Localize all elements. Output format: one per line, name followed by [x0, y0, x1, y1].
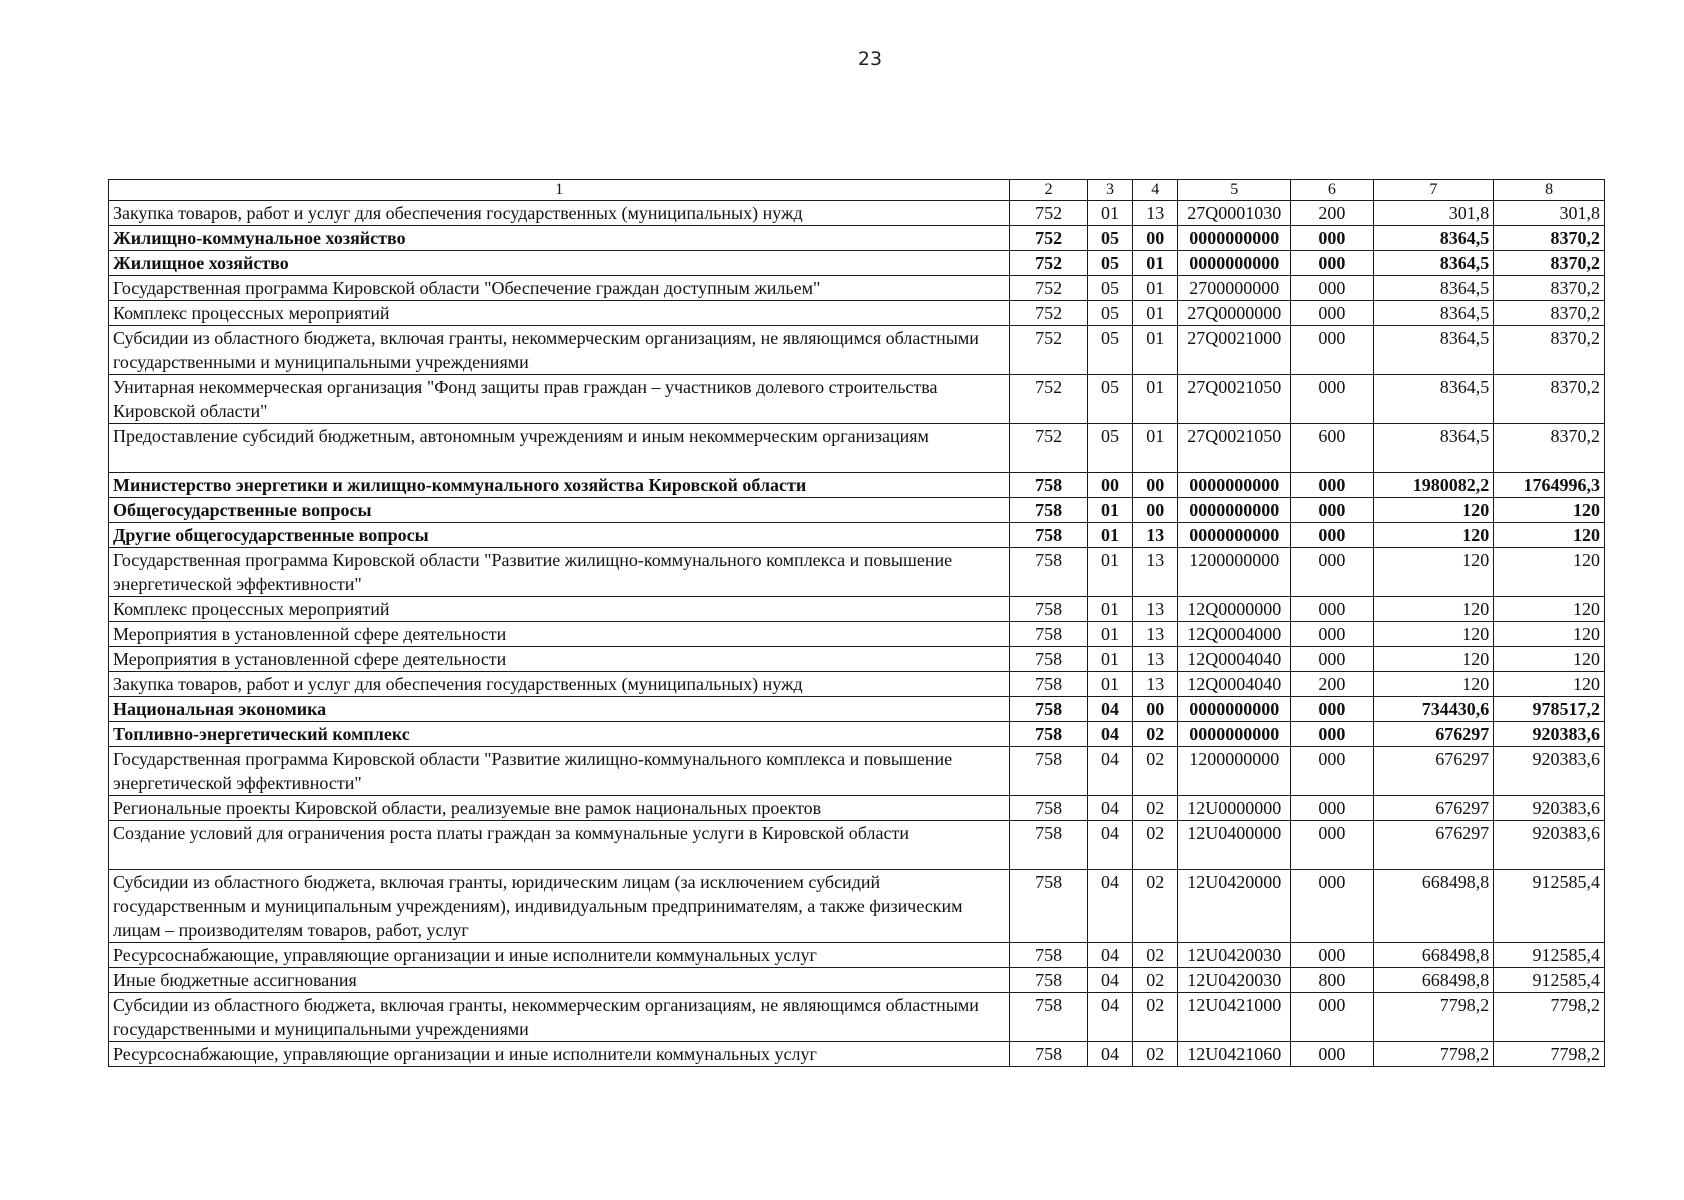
row-amount-7-cell: 120: [1373, 647, 1494, 672]
row-section-cell: 04: [1087, 1042, 1132, 1067]
row-expense-type-cell: 000: [1291, 870, 1373, 943]
row-amount-7-cell: 676297: [1373, 821, 1494, 870]
row-subsection-cell: 13: [1133, 647, 1178, 672]
row-name-cell: Государственная программа Кировской области "Развитие жилищно-коммунального комплекса и повышение энергетической эффективности": [109, 548, 1010, 597]
row-name-cell: Ресурсоснабжающие, управляющие организации и иные исполнители коммунальных услуг: [109, 1042, 1010, 1067]
row-name-cell: Предоставление субсидий бюджетным, автономным учреждениям и иным некоммерческим организациям: [109, 424, 1010, 473]
table-row: [109, 276, 1605, 301]
row-section-cell: 04: [1087, 993, 1132, 1042]
table-row: [109, 747, 1605, 796]
row-name-cell: Субсидии из областного бюджета, включая гранты, юридическим лицам (за исключением субсидий государственным и муниципальным учреждениям), индивидуальным предпринимателям, а также физическим лицам – производителям товаров, работ, услуг: [109, 870, 1010, 943]
row-code-admin-cell: 752: [1010, 301, 1087, 326]
table-row: [109, 993, 1605, 1042]
row-expense-type-cell: 000: [1291, 597, 1373, 622]
table-row: [109, 968, 1605, 993]
row-amount-7-cell: 7798,2: [1373, 993, 1494, 1042]
row-amount-8-cell: 912585,4: [1494, 870, 1605, 943]
table-row: [109, 548, 1605, 597]
table-row: [109, 375, 1605, 424]
table-row: [109, 722, 1605, 747]
row-amount-7-cell: 734430,6: [1373, 697, 1494, 722]
row-amount-8-cell: 301,8: [1494, 201, 1605, 226]
row-amount-7-cell: 8364,5: [1373, 226, 1494, 251]
row-name-cell: Государственная программа Кировской области "Обеспечение граждан доступным жильем": [109, 276, 1010, 301]
row-expense-type-cell: 000: [1291, 943, 1373, 968]
row-amount-8-cell: 8370,2: [1494, 424, 1605, 473]
row-name-cell: Закупка товаров, работ и услуг для обеспечения государственных (муниципальных) нужд: [109, 201, 1010, 226]
row-target-article-cell: 12U0420000: [1178, 870, 1291, 943]
row-code-admin-cell: 758: [1010, 597, 1087, 622]
row-section-cell: 04: [1087, 697, 1132, 722]
row-code-admin-cell: 752: [1010, 201, 1087, 226]
row-amount-8-cell: 1764996,3: [1494, 473, 1605, 498]
row-expense-type-cell: 000: [1291, 697, 1373, 722]
row-name-cell: Иные бюджетные ассигнования: [109, 968, 1010, 993]
row-code-admin-cell: 758: [1010, 697, 1087, 722]
row-section-cell: 01: [1087, 548, 1132, 597]
row-section-cell: 05: [1087, 251, 1132, 276]
row-subsection-cell: 00: [1133, 697, 1178, 722]
row-code-admin-cell: 752: [1010, 375, 1087, 424]
row-target-article-cell: 12Q0004040: [1178, 647, 1291, 672]
row-name-cell: Мероприятия в установленной сфере деятельности: [109, 647, 1010, 672]
row-code-admin-cell: 758: [1010, 993, 1087, 1042]
row-subsection-cell: 02: [1133, 796, 1178, 821]
row-amount-8-cell: 8370,2: [1494, 226, 1605, 251]
row-name-cell: Жилищное хозяйство: [109, 251, 1010, 276]
page-number: 23: [857, 48, 883, 70]
row-expense-type-cell: 000: [1291, 747, 1373, 796]
row-subsection-cell: 13: [1133, 672, 1178, 697]
table-row: [109, 622, 1605, 647]
row-code-admin-cell: 758: [1010, 943, 1087, 968]
row-amount-7-cell: 668498,8: [1373, 943, 1494, 968]
row-subsection-cell: 02: [1133, 1042, 1178, 1067]
row-code-admin-cell: 758: [1010, 548, 1087, 597]
row-subsection-cell: 01: [1133, 251, 1178, 276]
row-target-article-cell: 0000000000: [1178, 251, 1291, 276]
row-code-admin-cell: 758: [1010, 498, 1087, 523]
row-amount-8-cell: 120: [1494, 548, 1605, 597]
row-section-cell: 05: [1087, 424, 1132, 473]
row-target-article-cell: 12U0000000: [1178, 796, 1291, 821]
row-code-admin-cell: 758: [1010, 968, 1087, 993]
row-target-article-cell: 27Q0000000: [1178, 301, 1291, 326]
row-subsection-cell: 01: [1133, 375, 1178, 424]
table-row: [109, 251, 1605, 276]
row-section-cell: 01: [1087, 597, 1132, 622]
row-code-admin-cell: 758: [1010, 523, 1087, 548]
table-row: [109, 870, 1605, 943]
row-expense-type-cell: 000: [1291, 796, 1373, 821]
row-expense-type-cell: 600: [1291, 424, 1373, 473]
row-expense-type-cell: 000: [1291, 251, 1373, 276]
row-code-admin-cell: 758: [1010, 870, 1087, 943]
row-expense-type-cell: 200: [1291, 672, 1373, 697]
row-target-article-cell: 12U0420030: [1178, 943, 1291, 968]
row-target-article-cell: 12U0421000: [1178, 993, 1291, 1042]
row-section-cell: 05: [1087, 276, 1132, 301]
row-subsection-cell: 01: [1133, 276, 1178, 301]
row-amount-7-cell: 676297: [1373, 747, 1494, 796]
table-row: [109, 424, 1605, 473]
row-code-admin-cell: 758: [1010, 622, 1087, 647]
row-name-cell: Мероприятия в установленной сфере деятельности: [109, 622, 1010, 647]
row-expense-type-cell: 000: [1291, 1042, 1373, 1067]
row-amount-8-cell: 120: [1494, 523, 1605, 548]
row-name-cell: Унитарная некоммерческая организация "Фонд защиты прав граждан – участников долевого строительства Кировской области": [109, 375, 1010, 424]
table-row: [109, 943, 1605, 968]
row-subsection-cell: 02: [1133, 993, 1178, 1042]
row-amount-7-cell: 1980082,2: [1373, 473, 1494, 498]
row-expense-type-cell: 000: [1291, 993, 1373, 1042]
row-code-admin-cell: 758: [1010, 796, 1087, 821]
row-expense-type-cell: 200: [1291, 201, 1373, 226]
row-amount-8-cell: 920383,6: [1494, 747, 1605, 796]
row-amount-7-cell: 8364,5: [1373, 251, 1494, 276]
budget-table: [108, 179, 1605, 1067]
row-amount-8-cell: 8370,2: [1494, 326, 1605, 375]
table-row: [109, 301, 1605, 326]
row-target-article-cell: 1200000000: [1178, 548, 1291, 597]
row-target-article-cell: 12U0420030: [1178, 968, 1291, 993]
row-section-cell: 05: [1087, 326, 1132, 375]
row-amount-7-cell: 668498,8: [1373, 968, 1494, 993]
row-name-cell: Субсидии из областного бюджета, включая гранты, некоммерческим организациям, не являющимся областными государственными и муниципальными учреждениями: [109, 326, 1010, 375]
row-target-article-cell: 0000000000: [1178, 697, 1291, 722]
header-col-5: 5: [1178, 180, 1291, 201]
row-subsection-cell: 00: [1133, 473, 1178, 498]
row-expense-type-cell: 000: [1291, 647, 1373, 672]
row-name-cell: Ресурсоснабжающие, управляющие организации и иные исполнители коммунальных услуг: [109, 943, 1010, 968]
row-target-article-cell: 0000000000: [1178, 473, 1291, 498]
row-code-admin-cell: 758: [1010, 722, 1087, 747]
row-name-cell: Министерство энергетики и жилищно-коммунального хозяйства Кировской области: [109, 473, 1010, 498]
table-row: [109, 201, 1605, 226]
row-subsection-cell: 00: [1133, 226, 1178, 251]
header-col-4: 4: [1133, 180, 1178, 201]
row-amount-7-cell: 120: [1373, 498, 1494, 523]
row-subsection-cell: 02: [1133, 968, 1178, 993]
row-name-cell: Субсидии из областного бюджета, включая гранты, некоммерческим организациям, не являющимся областными государственными и муниципальными учреждениями: [109, 993, 1010, 1042]
row-expense-type-cell: 000: [1291, 226, 1373, 251]
row-section-cell: 04: [1087, 796, 1132, 821]
table-row: [109, 647, 1605, 672]
row-amount-8-cell: 920383,6: [1494, 796, 1605, 821]
row-amount-8-cell: 920383,6: [1494, 821, 1605, 870]
row-name-cell: Жилищно-коммунальное хозяйство: [109, 226, 1010, 251]
row-code-admin-cell: 752: [1010, 424, 1087, 473]
table-row: [109, 597, 1605, 622]
row-amount-8-cell: 978517,2: [1494, 697, 1605, 722]
row-amount-7-cell: 668498,8: [1373, 870, 1494, 943]
row-subsection-cell: 13: [1133, 523, 1178, 548]
header-col-7: 7: [1373, 180, 1494, 201]
row-amount-7-cell: 8364,5: [1373, 326, 1494, 375]
row-section-cell: 04: [1087, 821, 1132, 870]
row-section-cell: 05: [1087, 226, 1132, 251]
row-name-cell: Государственная программа Кировской области "Развитие жилищно-коммунального комплекса и повышение энергетической эффективности": [109, 747, 1010, 796]
row-name-cell: Закупка товаров, работ и услуг для обеспечения государственных (муниципальных) нужд: [109, 672, 1010, 697]
row-amount-7-cell: 8364,5: [1373, 276, 1494, 301]
header-col-2: 2: [1010, 180, 1087, 201]
row-amount-7-cell: 676297: [1373, 722, 1494, 747]
row-code-admin-cell: 752: [1010, 226, 1087, 251]
row-expense-type-cell: 000: [1291, 473, 1373, 498]
row-subsection-cell: 13: [1133, 622, 1178, 647]
header-col-8: 8: [1494, 180, 1605, 201]
row-subsection-cell: 13: [1133, 201, 1178, 226]
row-amount-7-cell: 120: [1373, 523, 1494, 548]
row-name-cell: Региональные проекты Кировской области, реализуемые вне рамок национальных проектов: [109, 796, 1010, 821]
row-name-cell: Комплекс процессных мероприятий: [109, 597, 1010, 622]
table-row: [109, 523, 1605, 548]
row-name-cell: Национальная экономика: [109, 697, 1010, 722]
row-target-article-cell: 0000000000: [1178, 226, 1291, 251]
row-amount-7-cell: 8364,5: [1373, 424, 1494, 473]
row-code-admin-cell: 752: [1010, 251, 1087, 276]
table-row: [109, 672, 1605, 697]
table-body: [109, 201, 1605, 1067]
row-expense-type-cell: 000: [1291, 301, 1373, 326]
row-name-cell: Комплекс процессных мероприятий: [109, 301, 1010, 326]
row-expense-type-cell: 000: [1291, 622, 1373, 647]
row-target-article-cell: 12Q0004040: [1178, 672, 1291, 697]
row-amount-7-cell: 676297: [1373, 796, 1494, 821]
table-row: [109, 697, 1605, 722]
row-expense-type-cell: 800: [1291, 968, 1373, 993]
row-amount-8-cell: 912585,4: [1494, 968, 1605, 993]
row-expense-type-cell: 000: [1291, 548, 1373, 597]
row-target-article-cell: 0000000000: [1178, 498, 1291, 523]
row-amount-8-cell: 120: [1494, 672, 1605, 697]
row-name-cell: Общегосударственные вопросы: [109, 498, 1010, 523]
row-section-cell: 05: [1087, 375, 1132, 424]
row-subsection-cell: 02: [1133, 821, 1178, 870]
row-target-article-cell: 12Q0004000: [1178, 622, 1291, 647]
row-code-admin-cell: 752: [1010, 276, 1087, 301]
row-amount-8-cell: 912585,4: [1494, 943, 1605, 968]
row-amount-8-cell: 7798,2: [1494, 993, 1605, 1042]
row-amount-7-cell: 120: [1373, 672, 1494, 697]
row-expense-type-cell: 000: [1291, 722, 1373, 747]
row-expense-type-cell: 000: [1291, 326, 1373, 375]
row-amount-8-cell: 120: [1494, 647, 1605, 672]
row-amount-8-cell: 120: [1494, 597, 1605, 622]
row-expense-type-cell: 000: [1291, 375, 1373, 424]
row-target-article-cell: 27Q0021050: [1178, 375, 1291, 424]
row-subsection-cell: 01: [1133, 326, 1178, 375]
row-expense-type-cell: 000: [1291, 276, 1373, 301]
table-row: [109, 821, 1605, 870]
row-section-cell: 04: [1087, 722, 1132, 747]
row-amount-8-cell: 120: [1494, 622, 1605, 647]
row-subsection-cell: 01: [1133, 424, 1178, 473]
row-code-admin-cell: 758: [1010, 672, 1087, 697]
row-amount-8-cell: 7798,2: [1494, 1042, 1605, 1067]
row-target-article-cell: 27Q0001030: [1178, 201, 1291, 226]
row-section-cell: 00: [1087, 473, 1132, 498]
row-code-admin-cell: 758: [1010, 1042, 1087, 1067]
row-code-admin-cell: 758: [1010, 821, 1087, 870]
row-amount-7-cell: 120: [1373, 597, 1494, 622]
row-subsection-cell: 13: [1133, 597, 1178, 622]
row-target-article-cell: 27Q0021000: [1178, 326, 1291, 375]
row-expense-type-cell: 000: [1291, 498, 1373, 523]
row-amount-8-cell: 8370,2: [1494, 251, 1605, 276]
row-target-article-cell: 12U0421060: [1178, 1042, 1291, 1067]
table-row: [109, 498, 1605, 523]
row-subsection-cell: 02: [1133, 747, 1178, 796]
row-target-article-cell: 1200000000: [1178, 747, 1291, 796]
row-target-article-cell: 2700000000: [1178, 276, 1291, 301]
row-amount-7-cell: 8364,5: [1373, 375, 1494, 424]
row-amount-7-cell: 120: [1373, 548, 1494, 597]
header-col-1: 1: [109, 180, 1010, 201]
row-subsection-cell: 13: [1133, 548, 1178, 597]
row-subsection-cell: 02: [1133, 870, 1178, 943]
row-amount-7-cell: 8364,5: [1373, 301, 1494, 326]
row-target-article-cell: 12Q0000000: [1178, 597, 1291, 622]
header-col-6: 6: [1291, 180, 1373, 201]
row-amount-7-cell: 301,8: [1373, 201, 1494, 226]
row-target-article-cell: 12U0400000: [1178, 821, 1291, 870]
row-target-article-cell: 0000000000: [1178, 523, 1291, 548]
row-section-cell: 01: [1087, 647, 1132, 672]
table-row: [109, 473, 1605, 498]
row-name-cell: Создание условий для ограничения роста платы граждан за коммунальные услуги в Кировской области: [109, 821, 1010, 870]
row-subsection-cell: 00: [1133, 498, 1178, 523]
row-expense-type-cell: 000: [1291, 821, 1373, 870]
row-expense-type-cell: 000: [1291, 523, 1373, 548]
table-row: [109, 796, 1605, 821]
row-section-cell: 05: [1087, 301, 1132, 326]
row-amount-8-cell: 920383,6: [1494, 722, 1605, 747]
row-code-admin-cell: 758: [1010, 647, 1087, 672]
table-header-row: [109, 180, 1605, 201]
row-name-cell: Топливно-энергетический комплекс: [109, 722, 1010, 747]
row-section-cell: 04: [1087, 870, 1132, 943]
row-target-article-cell: 0000000000: [1178, 722, 1291, 747]
row-amount-7-cell: 7798,2: [1373, 1042, 1494, 1067]
row-name-cell: Другие общегосударственные вопросы: [109, 523, 1010, 548]
header-col-3: 3: [1087, 180, 1132, 201]
row-amount-7-cell: 120: [1373, 622, 1494, 647]
row-code-admin-cell: 758: [1010, 473, 1087, 498]
row-subsection-cell: 02: [1133, 722, 1178, 747]
row-subsection-cell: 02: [1133, 943, 1178, 968]
row-section-cell: 01: [1087, 672, 1132, 697]
row-amount-8-cell: 120: [1494, 498, 1605, 523]
row-section-cell: 01: [1087, 523, 1132, 548]
row-amount-8-cell: 8370,2: [1494, 301, 1605, 326]
row-amount-8-cell: 8370,2: [1494, 276, 1605, 301]
row-section-cell: 04: [1087, 968, 1132, 993]
row-amount-8-cell: 8370,2: [1494, 375, 1605, 424]
row-section-cell: 04: [1087, 943, 1132, 968]
row-section-cell: 01: [1087, 498, 1132, 523]
row-section-cell: 01: [1087, 622, 1132, 647]
table-row: [109, 326, 1605, 375]
row-section-cell: 01: [1087, 201, 1132, 226]
row-target-article-cell: 27Q0021050: [1178, 424, 1291, 473]
row-code-admin-cell: 758: [1010, 747, 1087, 796]
row-section-cell: 04: [1087, 747, 1132, 796]
row-code-admin-cell: 752: [1010, 326, 1087, 375]
table-row: [109, 226, 1605, 251]
table-row: [109, 1042, 1605, 1067]
row-subsection-cell: 01: [1133, 301, 1178, 326]
